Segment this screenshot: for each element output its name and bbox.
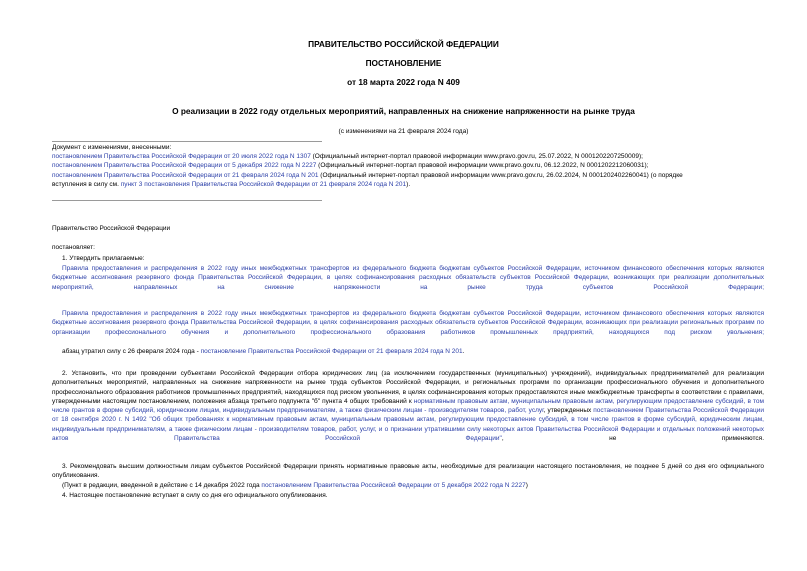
item-3-note-text: (Пункт в редакции, введенной в действие с 14 декабря 2022 года [62, 482, 262, 489]
item-2-link-general-requirements[interactable]: нормативным правовым актам, муниципальным правовым актам, регулирующим предоставление субсидий, в том числе грантов в форме субсидий, юридическим лицам, индивидуальным предпринимателям, а также физическим лицам - производителям товаров, работ, услуг [52, 397, 764, 415]
change-note: (Официальный интернет-портал правовой информации www.pravo.gov.ru, 25.07.2022, N 0001202207250009); [310, 153, 643, 160]
org-title: ПРАВИТЕЛЬСТВО РОССИЙСКОЙ ФЕДЕРАЦИИ [308, 39, 499, 49]
item-2 [52, 369, 764, 453]
change-link[interactable]: постановлением Правительства Российской Федерации от 5 декабря 2022 года N 2227 [52, 162, 317, 169]
change-note: (Официальный интернет-портал правовой информации www.pravo.gov.ru, 26.02.2024, N 0001202402260041) (о порядке [318, 172, 683, 179]
document-title: О реализации в 2022 году отдельных мероприятий, направленных на снижение напряженности на рынке труда [172, 106, 635, 116]
expired-link[interactable]: постановление Правительства Российской Федерации от 21 февраля 2024 года N 201 [200, 348, 463, 355]
change-item [52, 152, 643, 161]
rules-link-1[interactable] [52, 264, 764, 301]
changes-intro: Документ с изменениями, внесенными: [52, 144, 172, 151]
item-2-text-end: , не применяются. [501, 435, 764, 443]
item-2-link-resolution-1492[interactable]: постановлением Правительства Российской Федерации от 18 сентября 2020 г. N 1492 "Об общих требованиях к нормативным правовым актам, муниципальным правовым актам, регулирующим предоставление субсидий, в том числе грантов в форме субсидий, юридическим лицам, индивидуальным предпринимателям, а также физическим лицам - производителям товаров, работ, услуг, и о признании утратившими силу некоторых актов Правительства Российской Федерации и отдельных положений некоторых актов Правительства Российской Федерации" [52, 407, 764, 443]
change-link[interactable]: постановлением Правительства Российской Федерации от 21 февраля 2024 года N 201 [52, 172, 319, 179]
item-1: 1. Утвердить прилагаемые: [62, 255, 145, 262]
document-type: ПОСТАНОВЛЕНИЕ [365, 58, 442, 68]
item-3-edition-note [62, 481, 528, 490]
rules-1-link-text[interactable]: Правила предоставления и распределения в 2022 году иных межбюджетных трансфертов из федерального бюджета бюджетам субъектов Российской Федерации, источником финансового обеспечения которых являются бюджетные ассигнования резервного фонда Правительства Российской Федерации, в целях софинансирования расходных обязательств субъектов Российской Федерации, возникающих при реализации дополнительных мероприятий, направленных на снижение напряженности на рынке труда субъектов Российской Федерации; [52, 265, 764, 291]
bottom-divider [52, 200, 322, 201]
rules-2-link-text[interactable]: Правила предоставления и распределения в 2022 году иных межбюджетных трансфертов из федерального бюджета бюджетам субъектов Российской Федерации, источником финансового обеспечения которых являются бюджетные ассигнования резервного фонда Правительства Российской Федерации, в целях софинансирования расходных обязательств субъектов Российской Федерации, возникающих при реализации региональных программ по организации профессионального обучения и дополнительного профессионального образования работников промышленных предприятий, находящихся под риском увольнения; [52, 310, 764, 336]
item-3: 3. Рекомендовать высшим должностным лицам субъектов Российской Федерации принять нормативные правовые акты, необходимые для реализации настоящего постановления, не позднее 5 дней со дня его официального опубликования. [52, 463, 764, 480]
change-link[interactable]: пункт 3 постановления Правительства Российской Федерации от 21 февраля 2024 года N 201 [120, 181, 407, 188]
expired-end: . [462, 348, 465, 355]
change-item [52, 161, 649, 170]
item-2-text: 2. Установить, что при проведении субъектами Российской Федерации отбора юридических лиц (за исключением государственных (муниципальных) учреждений), индивидуальных предпринимателей для реализации дополнительных мероприятий, направленных на снижение напряженности на рынке труда субъектов Российской Федерации, и региональных программ по организации профессионального обучения и дополнительного профессионального образования работников промышленных предприятий, находящихся под риском увольнения, в целях софинансирования которых предоставляются иные межбюджетные трансферты в соответствии с правилами, утвержденными настоящим постановлением, положения абзаца третьего подпункта "б" пункта 4 общих требований к [52, 370, 764, 405]
change-note: (Официальный интернет-портал правовой информации www.pravo.gov.ru, 06.12.2022, N 0001202212060031); [316, 162, 649, 169]
resolves: постановляет: [52, 244, 95, 251]
change-note-post: ). [406, 181, 411, 188]
change-item-cont [52, 180, 410, 189]
item-3-note-end: ) [525, 482, 528, 489]
expired-paragraph [62, 347, 464, 356]
change-note-pre: вступления в силу см. [52, 181, 121, 188]
item-2-text-mid: , утвержденных [543, 407, 594, 415]
item-4: 4. Настоящее постановление вступает в силу со дня его официального опубликования. [62, 492, 328, 499]
issuer: Правительство Российской Федерации [52, 225, 171, 232]
revision-note: (с изменениями на 21 февраля 2024 года) [338, 128, 469, 135]
change-link[interactable]: постановлением Правительства Российской Федерации от 20 июля 2022 года N 1307 [52, 153, 311, 160]
rules-link-2[interactable] [52, 309, 764, 346]
change-item [52, 171, 683, 180]
expired-text: абзац утратил силу с 26 февраля 2024 года - [62, 348, 201, 355]
item-3-note-link[interactable]: постановлением Правительства Российской Федерации от 5 декабря 2022 года N 2227 [261, 482, 526, 489]
top-divider [52, 141, 322, 142]
document-date-number: от 18 марта 2022 года N 409 [347, 77, 460, 87]
